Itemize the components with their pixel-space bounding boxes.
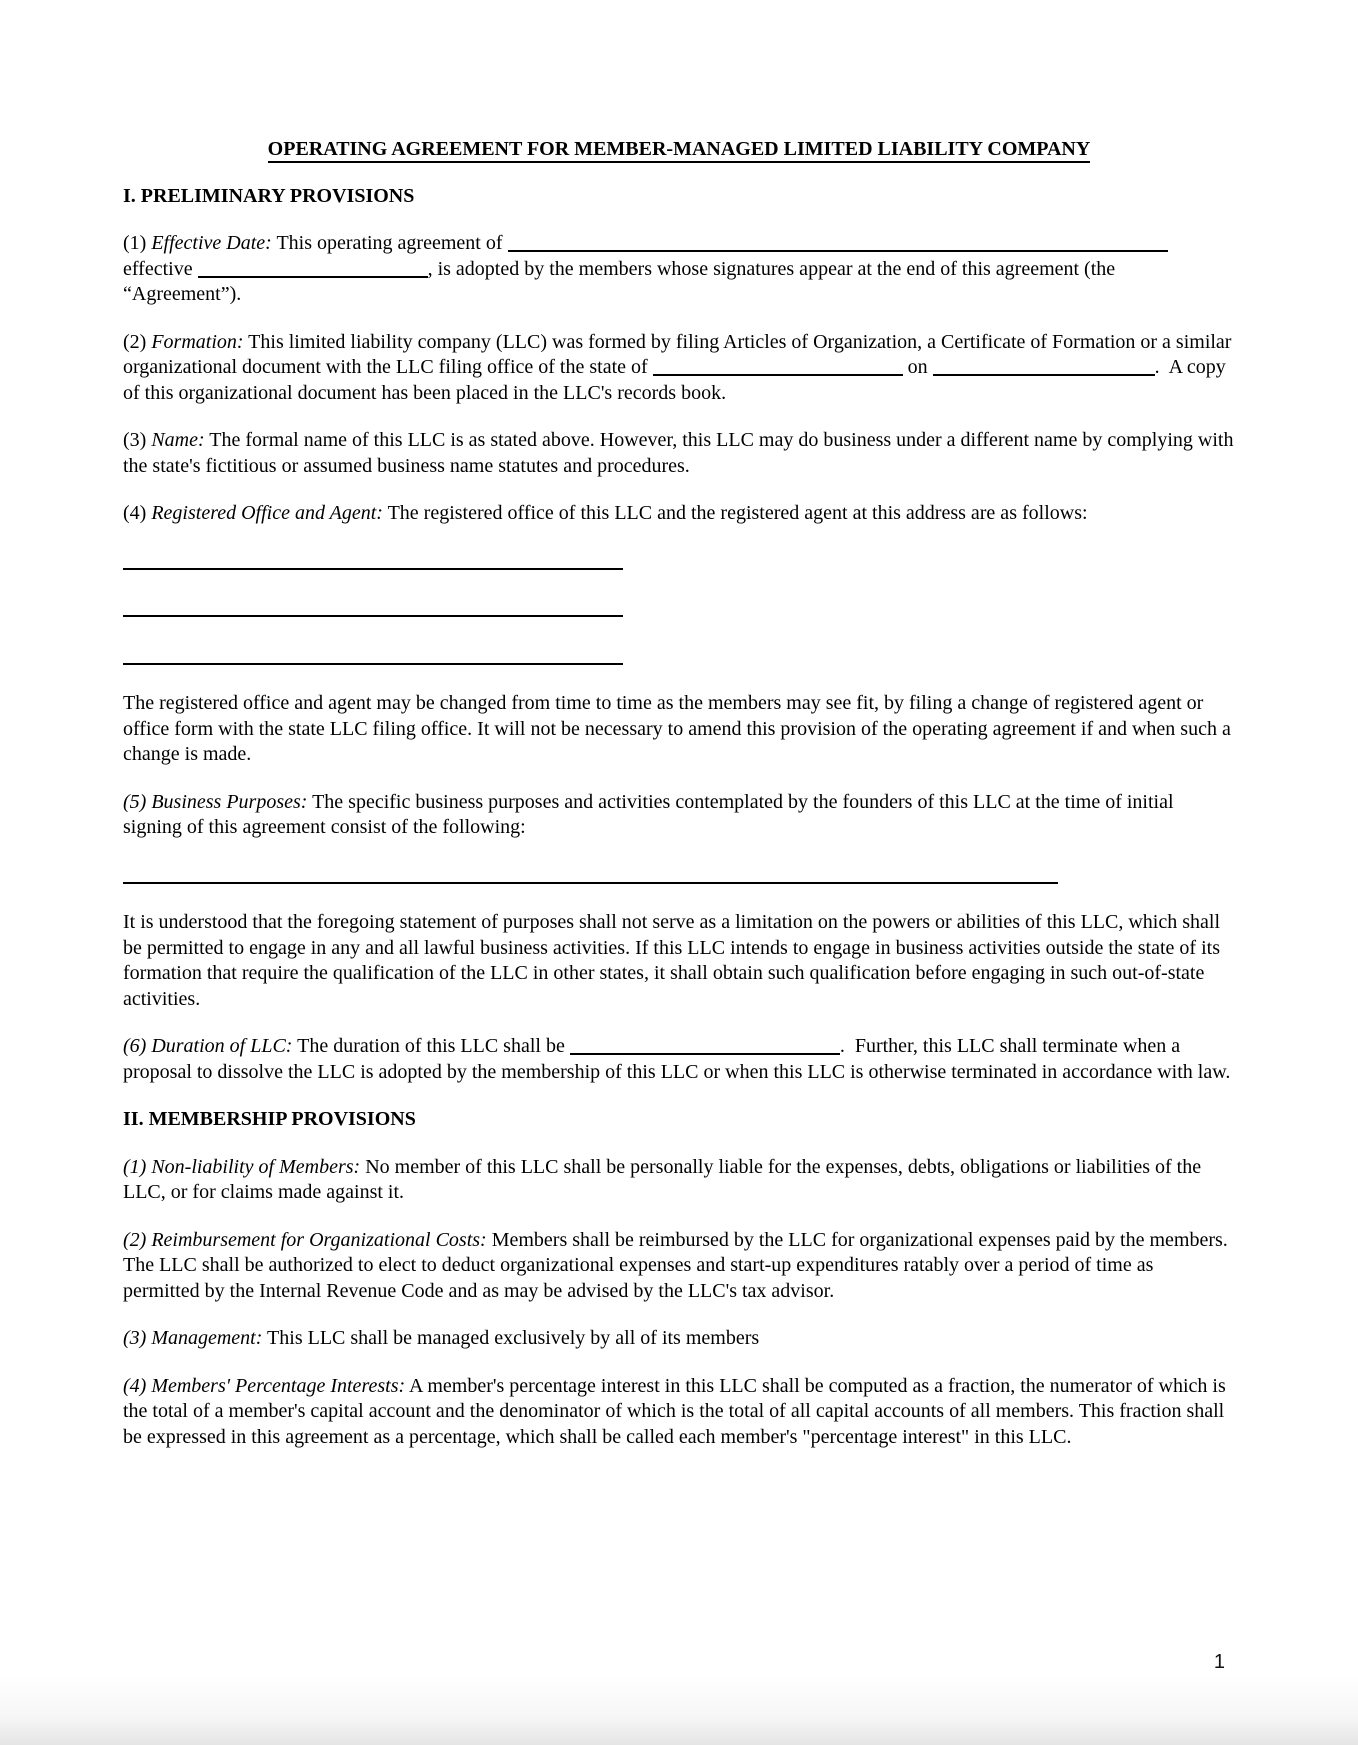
paragraph-management: [123, 1326, 1235, 1352]
clause-label: (2) Reimbursement for Organizational Costs:: [123, 1228, 487, 1251]
registered-address-line-3: [123, 644, 1235, 670]
clause-text: , is adopted by the members whose signatures appear at the end of this agreement (the “Agreement”).: [123, 257, 1116, 305]
clause-label: Registered Office and Agent:: [151, 502, 383, 524]
paragraph-non-liability: [123, 1155, 1235, 1206]
blank-llc-name: [508, 250, 1168, 252]
clause-text: on: [902, 356, 933, 378]
blank-formation-date: [933, 374, 1155, 376]
clause-text: Members shall be reimbursed by the LLC for organizational expenses paid by the members. The LLC shall be authorized to elect to deduct organizational expenses and start-up expenditures ratably over a period of time as permitted by the Internal Revenue Code and as may be advised by the LLC's tax advisor.: [123, 1228, 1228, 1302]
clause-label: Effective Date:: [151, 232, 272, 254]
paragraph-formation: [123, 330, 1235, 407]
clause-text: . Further, this LLC shall terminate when a proposal to dissolve the LLC is adopted by the membership of this LLC or when this LLC is otherwise terminated in accordance with law.: [123, 1035, 1231, 1083]
paragraph-duration: [123, 1034, 1235, 1085]
page-number: 1: [1213, 1651, 1225, 1673]
paragraph-effective-date: [123, 231, 1235, 308]
clause-text: This LLC shall be managed exclusively by all of its members: [262, 1327, 760, 1349]
clause-number: (2): [123, 330, 152, 353]
clause-text: effective: [123, 257, 198, 280]
paragraph-registered-office-agent: [123, 501, 1235, 527]
clause-label: Name:: [151, 429, 205, 451]
clause-label: (4) Members' Percentage Interests:: [123, 1374, 406, 1397]
clause-text: The duration of this LLC shall be: [292, 1035, 570, 1057]
paragraph-business-purposes: [123, 790, 1235, 841]
clause-label: Formation:: [151, 330, 244, 353]
blank-duration: [570, 1053, 840, 1055]
paragraph-name: [123, 428, 1235, 479]
section-heading-membership-provisions: II. MEMBERSHIP PROVISIONS: [123, 1108, 416, 1130]
blank-effective-date: [198, 276, 428, 278]
clause-label: (6) Duration of LLC:: [123, 1035, 293, 1057]
clause-number: (1): [123, 232, 152, 254]
clause-label: (1) Non-liability of Members:: [123, 1155, 361, 1178]
clause-number: (4): [123, 502, 152, 524]
paragraph-registered-office-note: The registered office and agent may be changed from time to time as the members may see fit, by filing a change of registered agent or office form with the state LLC filing office. It will not be necessary to amend this provision of the operating agreement if and when such a change is made.: [123, 692, 1231, 765]
paragraph-business-purposes-note: It is understood that the foregoing statement of purposes shall not serve as a limitation on the powers or abilities of this LLC, which shall be permitted to engage in any and all lawful business activities. If this LLC intends to engage in business activities outside the state of its formation that require the qualification of the LLC in other states, it shall obtain such qualification before engaging in such out-of-state activities.: [123, 911, 1221, 1010]
business-purposes-fill-line: [123, 863, 1235, 889]
clause-text: This operating agreement of: [271, 232, 508, 254]
blank-address-line-2: [123, 615, 623, 617]
clause-number: (3): [123, 429, 152, 451]
document-title: [123, 137, 1235, 163]
paragraph-percentage-interests: [123, 1374, 1235, 1451]
clause-text: No member of this LLC shall be personally liable for the expenses, debts, obligations or liabilities of the LLC, or for claims made against it.: [123, 1155, 1202, 1203]
clause-text: . A copy of this organizational document has been placed in the LLC's records book.: [123, 356, 1226, 404]
blank-business-purposes: [123, 882, 1058, 884]
clause-text: A member's percentage interest in this LLC shall be computed as a fraction, the numerator of which is the total of a member's capital account and the denominator of which is the total of all capital accounts of all members. This fraction shall be expressed in this agreement as a percentage, which shall be called each member's "percentage interest" in this LLC.: [123, 1374, 1226, 1448]
clause-label: (3) Management:: [123, 1327, 263, 1349]
clause-text: This limited liability company (LLC) was formed by filing Articles of Organization, a Certificate of Formation or a similar organizational document with the LLC filing office of the state of: [123, 330, 1232, 378]
blank-formation-state: [653, 374, 903, 376]
clause-label: (5) Business Purposes:: [123, 790, 308, 813]
blank-address-line-1: [123, 568, 623, 570]
registered-address-line-1: [123, 549, 1235, 575]
registered-address-line-2: [123, 596, 1235, 622]
document-title-text: OPERATING AGREEMENT FOR MEMBER-MANAGED LIMITED LIABILITY COMPANY: [268, 138, 1091, 163]
section-heading-preliminary-provisions: I. PRELIMINARY PROVISIONS: [123, 184, 415, 207]
clause-text: The formal name of this LLC is as stated above. However, this LLC may do business under a different name by complying with the state's fictitious or assumed business name statutes and procedures.: [123, 429, 1234, 477]
clause-text: The specific business purposes and activities contemplated by the founders of this LLC at the time of initial signing of this agreement consist of the following:: [123, 790, 1174, 838]
document-content: [123, 137, 1235, 1472]
clause-text: The registered office of this LLC and the registered agent at this address are as follows:: [382, 502, 1088, 524]
paragraph-reimbursement: [123, 1228, 1235, 1305]
blank-address-line-3: [123, 663, 623, 665]
